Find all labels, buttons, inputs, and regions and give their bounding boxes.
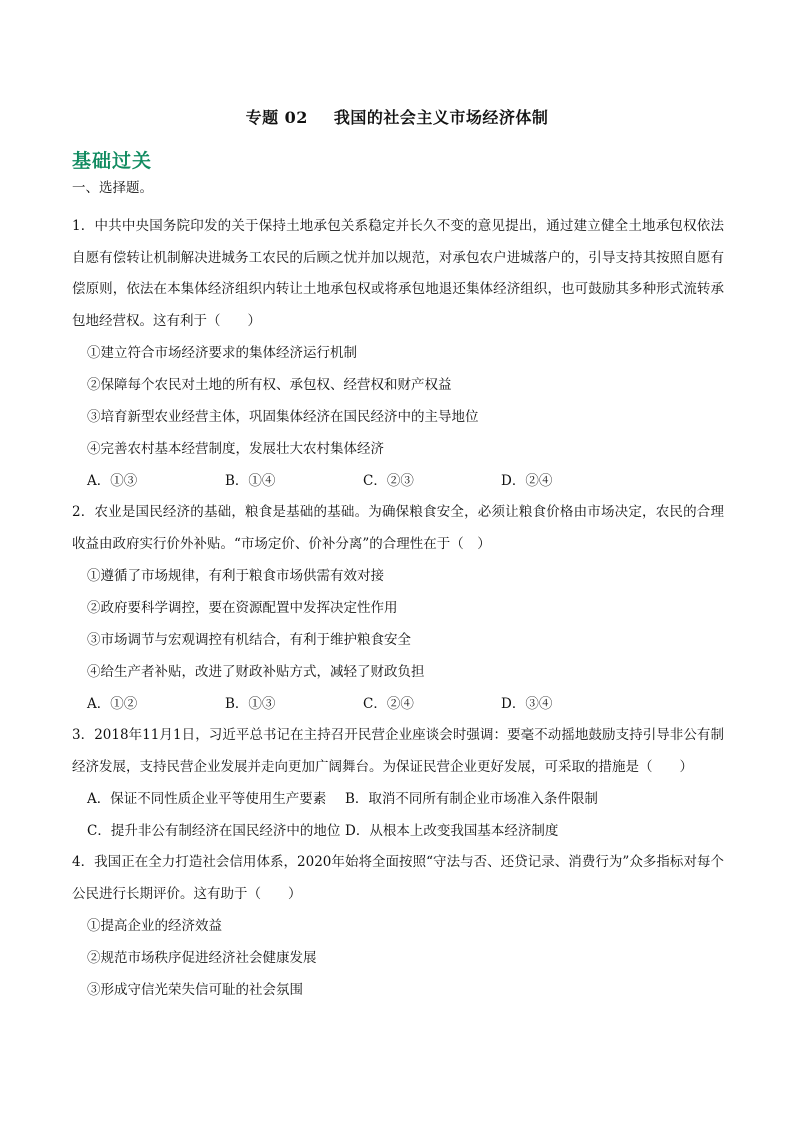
question-2-item-1: ①遵循了市场规律，有利于粮食市场供需有效对接 <box>87 568 384 584</box>
question-1-options <box>72 465 724 497</box>
question-1-stem: 1．中共中央国务院印发的关于保持土地承包关系稳定并长久不变的意见提出，通过建立健全土地承包权依法自愿有偿转让机制解决进城务工农民的后顾之忧并加以规范，对承包农户进城落户的，引导支持其按照自愿有偿原则，依法在本集体经济组织内转让土地承包权或将承包地退还集体经济组织，也可鼓励其多种形式流转承包地经营权。这有利于（ ） <box>72 218 724 329</box>
page-title <box>0 105 794 128</box>
question-2-option-a: A．①② <box>87 696 138 712</box>
question-3-stem: 3．2018年11月1日，习近平总书记在主持召开民营企业座谈会时强调：要毫不动摇地鼓励支持引导非公有制经济发展，支持民营企业发展并走向更加广阔舞台。为保证民营企业更好发展，可采取的措施是（ ） <box>72 727 724 775</box>
question-2-options <box>72 688 724 720</box>
question-2-option-c: C．②④ <box>363 696 414 712</box>
question-1-option-c: C．②③ <box>363 473 414 489</box>
question-2-option-d: D．③④ <box>501 696 553 712</box>
question-1-item-1: ①建立符合市场经济要求的集体经济运行机制 <box>87 345 357 361</box>
question-1-option-a: A．①③ <box>87 473 138 489</box>
title-topic-name: 我国的社会主义市场经济体制 <box>333 108 549 127</box>
question-3-option-b: B．取消不同所有制企业市场准入条件限制 <box>345 791 598 807</box>
question-3-options-row-1 <box>72 783 724 815</box>
title-topic-number: 专题 02 <box>245 108 308 127</box>
question-3-option-a: A．保证不同性质企业平等使用生产要素 <box>87 791 327 807</box>
question-2-item-3: ③市场调节与宏观调控有机结合，有利于维护粮食安全 <box>87 632 411 648</box>
question-list <box>72 180 724 1006</box>
question-1-option-b: B．①④ <box>225 473 276 489</box>
question-3-options-row-2 <box>72 815 724 847</box>
question-1-item-3: ③培育新型农业经营主体，巩固集体经济在国民经济中的主导地位 <box>87 409 479 425</box>
question-3-option-d: D．从根本上改变我国基本经济制度 <box>345 823 559 839</box>
question-1-item-4: ④完善农村基本经营制度，发展壮大农村集体经济 <box>87 441 384 457</box>
question-2-stem: 2．农业是国民经济的基础，粮食是基础的基础。为确保粮食安全，必须让粮食价格由市场决定，农民的合理收益由政府实行价外补贴。“市场定价、价补分离”的合理性在于（ ） <box>72 504 724 552</box>
section-heading: 基础过关 <box>72 150 153 172</box>
question-1-item-2: ②保障每个农民对土地的所有权、承包权、经营权和财产权益 <box>87 377 452 393</box>
question-4-item-2: ②规范市场秩序促进经济社会健康发展 <box>87 950 317 966</box>
question-2-item-2: ②政府要科学调控，要在资源配置中发挥决定性作用 <box>87 600 398 616</box>
question-4-item-3: ③形成守信光荣失信可耻的社会氛围 <box>87 982 303 998</box>
question-2-item-4: ④给生产者补贴，改进了财政补贴方式，减轻了财政负担 <box>87 664 425 680</box>
question-3-option-c: C．提升非公有制经济在国民经济中的地位 <box>87 823 341 839</box>
question-4-item-1: ①提高企业的经济效益 <box>87 918 222 934</box>
question-1-option-d: D．②④ <box>501 473 553 489</box>
part-heading: 一、选择题。 <box>72 180 153 196</box>
question-2-option-b: B．①③ <box>225 696 276 712</box>
question-4-stem: 4．我国正在全力打造社会信用体系，2020年始将全面按照“守法与否、还贷记录、消费行为”众多指标对每个公民进行长期评价。这有助于（ ） <box>72 854 724 902</box>
